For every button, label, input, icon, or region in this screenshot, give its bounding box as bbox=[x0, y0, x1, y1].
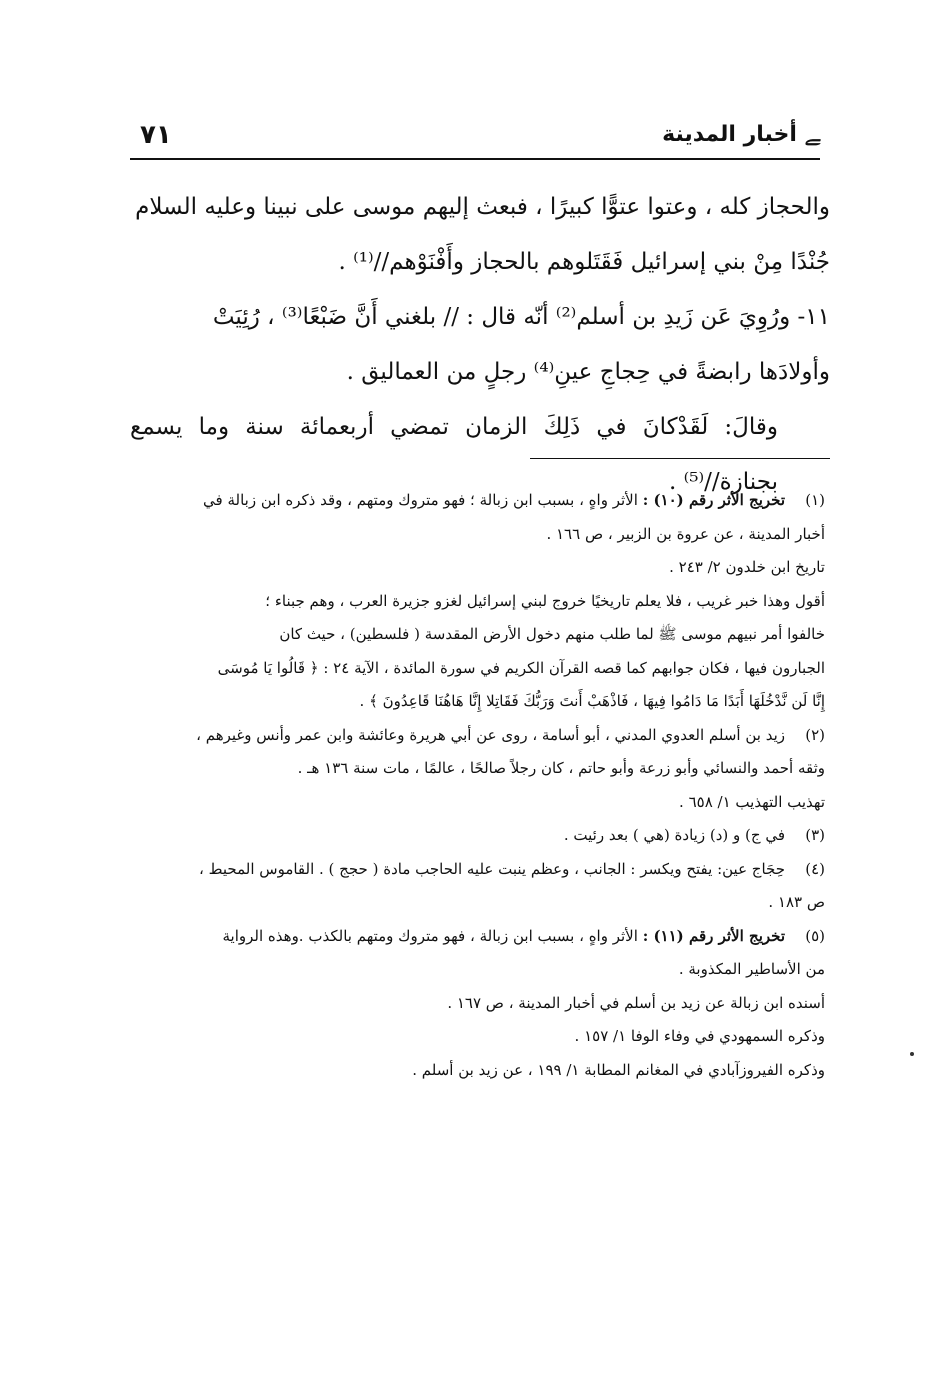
footnote-2-number: (٢) bbox=[805, 725, 825, 744]
footnote-2-line-1: زيد بن أسلم العدوي المدني ، أبو أسامة ، روى عن أبي هريرة وعائشة وابن عمر وأنس وغيرهم ، bbox=[196, 725, 785, 744]
footnotes bbox=[130, 484, 825, 1087]
footnote-separator bbox=[530, 458, 830, 459]
main-line-2: جُنْدًا مِنْ بني إسرائيل فَقَتَلوهم بالحجاز وأَفْنَوْهم//⁽¹⁾ . bbox=[338, 249, 830, 275]
footnote-5 bbox=[130, 920, 825, 1088]
footnote-4-number: (٤) bbox=[805, 859, 825, 878]
running-header bbox=[130, 118, 820, 160]
footnote-1-line-2: أخبار المدينة ، عن عروة بن الزبير ، ص ١٦٦ . bbox=[546, 524, 825, 543]
footnote-5-label: تخريج الأثر رقم (١١) : bbox=[642, 926, 785, 945]
footnote-5-line-3: أسنده ابن زبالة عن زيد بن أسلم في أخبار المدينة ، ص ١٦٧ . bbox=[447, 993, 825, 1012]
footnote-5-line-1: الأثر واهٍ ، بسبب ابن زبالة ، فهو متروك ومتهم بالكذب .وهذه الرواية bbox=[222, 926, 638, 945]
footnote-1-line-4: أقول وهذا خبر غريب ، فلا يعلم تاريخيًا خروج لبني إسرائيل لغزو جزيرة العرب ، وهم جبناء ؛ bbox=[265, 591, 825, 610]
footnote-4-line-2: ص ١٨٣ . bbox=[768, 893, 825, 911]
scan-speck bbox=[910, 1052, 914, 1056]
main-line-4: وأولادَها رابضةً في حِجاجِ عينِ⁽⁴⁾ رجلٍ من العماليق . bbox=[346, 359, 830, 385]
main-line-5: وقالَ: لَقَدْكانَ في ذَلِكَ الزمان تمضي أربعمائة سنة وما يسمع بجنازة//⁽⁵⁾ . bbox=[130, 414, 778, 495]
footnote-4-line-1: حِجَاج عين: يفتح ويكسر : الجانب ، وعظم ينبت عليه الحاجب مادة ( حجج ) . القاموس المحيط ، bbox=[199, 859, 785, 878]
main-line-3: ١١- ورُوِيَ عَن زَيدِ بن أسلم⁽²⁾ أنّه قال : // بلغني أَنَّ ضَبْعًا⁽³⁾ ، رُئِيَتْ bbox=[212, 304, 830, 330]
footnote-5-line-5: وذكره الفيروزآبادي في المغانم المطابة ١/ ١٩٩ ، عن زيد بن أسلم . bbox=[412, 1060, 825, 1079]
footnote-4 bbox=[130, 853, 825, 920]
footnote-1-line-7: إِنَّا لَن نَّدْخُلَهَا أَبَدًا مَا دَامُوا فِيهَا ، فَاذْهَبْ أَنتَ وَرَبُّكَ فَقَاتِلا إِنَّا هَاهُنَا قَاعِدُونَ ﴾ . bbox=[359, 692, 825, 710]
footnote-1-number: (١) bbox=[805, 491, 825, 509]
footnote-1-line-5: خالفوا أمر نبيهم موسى ﷺ لما طلب منهم دخول الأرض المقدسة ( فلسطين) ، حيث كان bbox=[279, 625, 825, 643]
main-line-1: والحجاز كله ، وعتوا عتوًّا كبيرًا ، فبعث إليهم موسى على نبينا وعليه السلام bbox=[135, 194, 830, 220]
footnote-2 bbox=[130, 719, 825, 820]
footnote-3-number: (٣) bbox=[805, 826, 825, 844]
footnote-1 bbox=[130, 484, 825, 719]
footnote-2-line-2: وثقه أحمد والنسائي وأبو زرعة وأبو حاتم ، كان رجلاً صالحًا ، عالمًا ، مات سنة ١٣٦ هـ . bbox=[297, 759, 825, 777]
running-header-title: ﮯ أخبار المدينة bbox=[662, 122, 820, 147]
footnote-5-number: (٥) bbox=[805, 926, 825, 945]
footnote-5-line-4: وذكره السمهودي في وفاء الوفا ١/ ١٥٧ . bbox=[574, 1027, 825, 1045]
page-number: ٧١ bbox=[140, 120, 172, 150]
footnote-1-line-3: تاريخ ابن خلدون ٢/ ٢٤٣ . bbox=[669, 558, 825, 576]
main-text bbox=[130, 180, 830, 510]
footnote-3-line-1: في ج) و (د) زيادة (هي ) بعد رئيت . bbox=[563, 826, 785, 844]
footnote-1-line-6: الجبارون فيها ، فكان جوابهم كما قصه القرآن الكريم في سورة المائدة ، الآية ٢٤ : ﴿ قَالُوا يَا مُوسَى bbox=[217, 658, 825, 677]
footnote-1-line-1: الأثر واهٍ ، بسبب ابن زبالة ؛ فهو متروك ومتهم ، وقد ذكره ابن زبالة في bbox=[203, 491, 638, 509]
footnote-5-line-2: من الأساطير المكذوبة . bbox=[678, 960, 825, 978]
footnote-2-line-3: تهذيب التهذيب ١/ ٦٥٨ . bbox=[679, 792, 825, 811]
footnote-1-label: تخريج الأثر رقم (١٠) : bbox=[642, 491, 785, 509]
footnote-3 bbox=[130, 819, 825, 853]
